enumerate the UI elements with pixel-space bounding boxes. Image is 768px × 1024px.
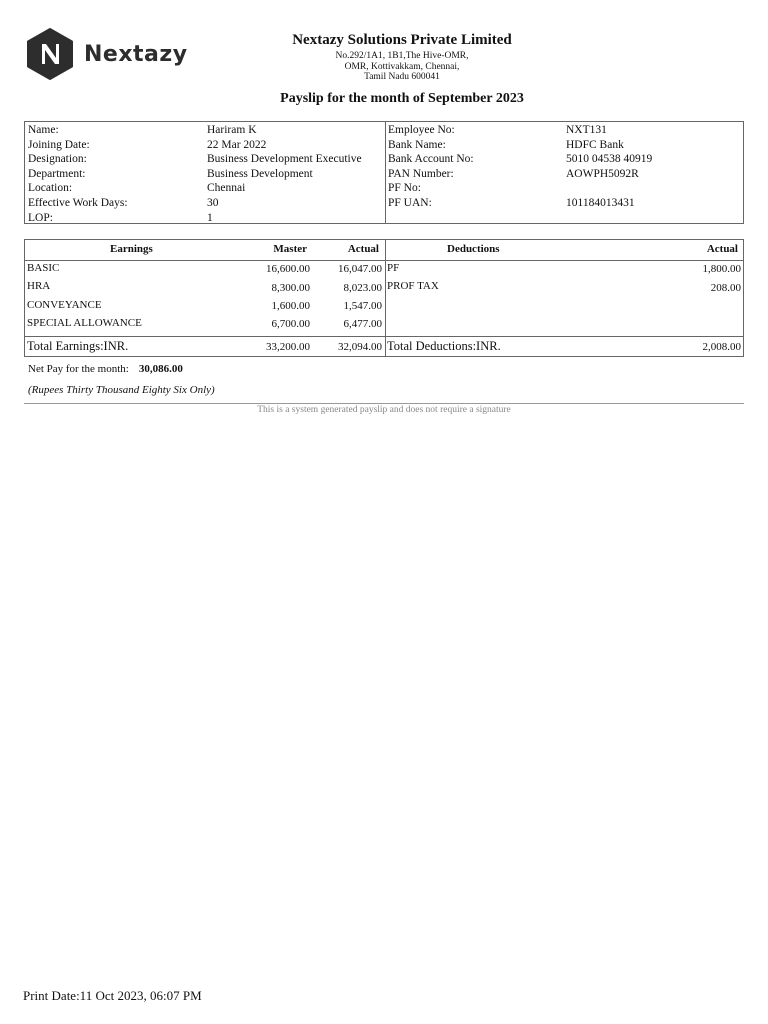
master-header: Master (273, 243, 307, 255)
earning-master: 6,700.00 (271, 318, 310, 330)
print-date: Print Date:11 Oct 2023, 06:07 PM (23, 988, 202, 1003)
employee-label: Bank Account No: (388, 153, 474, 166)
employee-label: PAN Number: (388, 167, 454, 180)
earning-master: 1,600.00 (271, 300, 310, 312)
employee-label: Designation: (28, 153, 87, 166)
company-header (200, 32, 604, 83)
hexagon-n-icon (26, 28, 74, 80)
employee-value: HDFC Bank (566, 138, 624, 151)
company-name: Nextazy Solutions Private Limited (292, 32, 512, 48)
total-deductions-label: Total Deductions:INR. (387, 339, 501, 353)
employee-label: PF No: (388, 182, 421, 195)
employee-value: AOWPH5092R (566, 167, 639, 180)
earnings-header: Earnings (110, 243, 153, 255)
employee-value: NXT131 (566, 124, 607, 136)
company-logo (26, 28, 188, 80)
net-pay (28, 363, 183, 375)
total-divider (25, 336, 743, 337)
deduction-name: PF (387, 262, 400, 274)
earning-actual: 8,023.00 (343, 282, 382, 294)
divider (24, 403, 744, 404)
deduction-name: PROF TAX (387, 280, 439, 292)
employee-value: Chennai (207, 182, 246, 195)
employee-label: PF UAN: (388, 197, 432, 209)
company-address (200, 51, 604, 83)
earning-name: HRA (27, 280, 51, 292)
employee-value: Business Development (207, 167, 313, 180)
total-earnings-actual: 32,094.00 (338, 341, 382, 353)
address-line: Tamil Nadu 600041 (364, 72, 440, 82)
employee-label: Department: (28, 167, 86, 180)
header-divider (25, 260, 743, 261)
employee-value: 101184013431 (566, 197, 635, 209)
address-line: No.292/1A1, 1B1,The Hive-OMR, (335, 51, 469, 61)
payslip-title: Payslip for the month of September 2023 (280, 91, 524, 106)
earning-master: 16,600.00 (266, 263, 310, 275)
employee-label: LOP: (28, 211, 53, 224)
earning-name: CONVEYANCE (27, 299, 102, 311)
net-pay-value: 30,086.00 (138, 363, 183, 375)
deduction-actual: 1,800.00 (702, 263, 741, 275)
earnings-deductions-table (24, 239, 744, 357)
employee-value: 1 (207, 211, 213, 224)
total-deductions-actual: 2,008.00 (702, 341, 741, 353)
employee-label: Bank Name: (388, 138, 446, 151)
earning-name: SPECIAL ALLOWANCE (27, 317, 142, 329)
employee-value: 30 (207, 197, 219, 209)
earning-master: 8,300.00 (271, 282, 310, 294)
deduction-actual: 208.00 (710, 282, 741, 294)
column-divider (385, 122, 386, 223)
earning-actual: 6,477.00 (343, 318, 382, 330)
employee-label: Name: (28, 124, 59, 136)
employee-value: 5010 04538 40919 (566, 153, 653, 166)
deductions-header: Deductions (447, 243, 500, 255)
employee-value: 22 Mar 2022 (207, 138, 267, 151)
address-line: OMR, Kottivakkam, Chennai, (344, 61, 460, 72)
employee-label: Effective Work Days: (28, 197, 128, 209)
employee-label: Joining Date: (28, 138, 90, 151)
actual-header: Actual (706, 243, 738, 255)
employee-value: Business Development Executive (207, 153, 362, 166)
column-divider (385, 240, 386, 356)
employee-value: Hariram K (207, 124, 257, 136)
employee-label: Location: (28, 182, 73, 195)
system-generated-note: This is a system generated payslip and does not require a signature (257, 405, 511, 415)
logo-wordmark: Nextazy (84, 41, 188, 67)
earning-actual: 1,547.00 (343, 300, 382, 312)
actual-header: Actual (347, 243, 379, 255)
employee-details (24, 121, 744, 224)
employee-label: Employee No: (388, 124, 455, 136)
earning-name: BASIC (27, 262, 60, 274)
net-pay-label: Net Pay for the month: (28, 363, 129, 375)
earning-actual: 16,047.00 (338, 263, 382, 275)
total-earnings-label: Total Earnings:INR. (27, 339, 129, 353)
net-pay-in-words: (Rupees Thirty Thousand Eighty Six Only) (28, 384, 215, 396)
total-earnings-master: 33,200.00 (266, 341, 310, 353)
